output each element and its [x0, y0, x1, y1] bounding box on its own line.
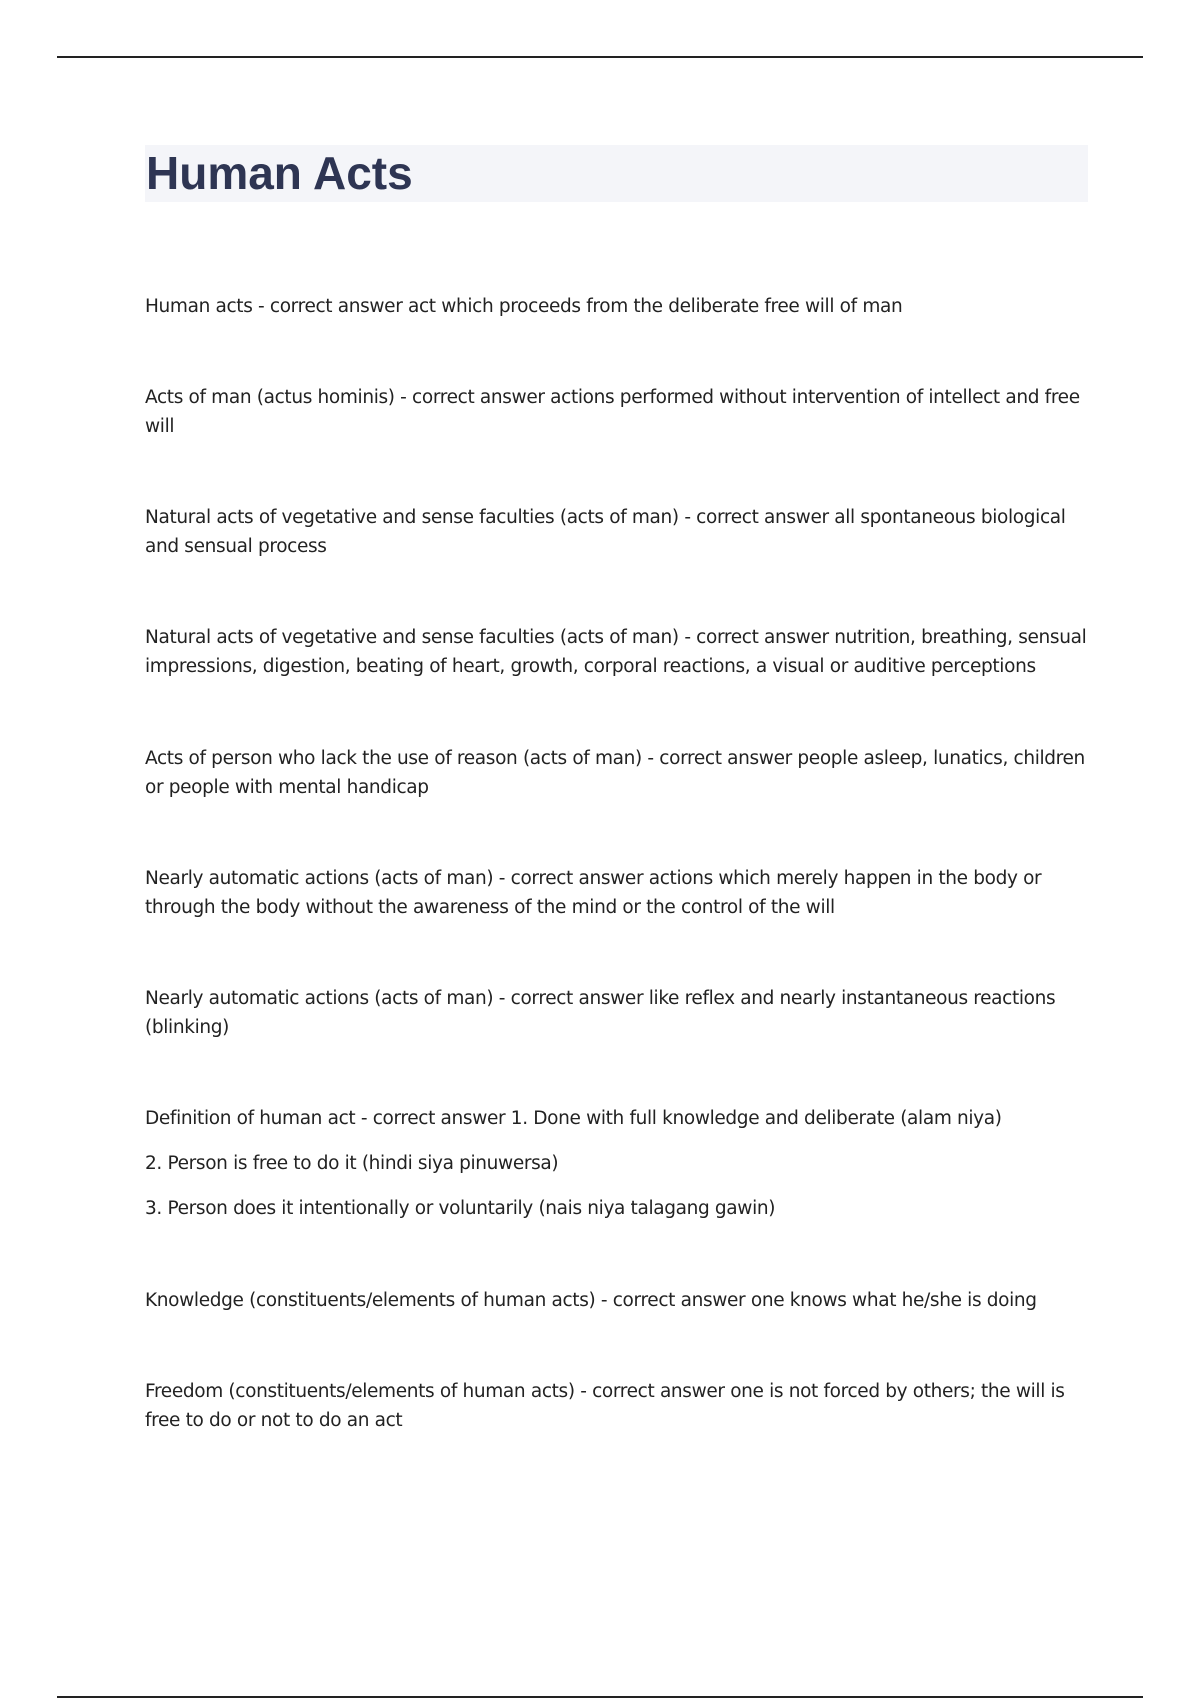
qa-entry-text: Natural acts of vegetative and sense faculties (acts of man) - correct answer nutrition, breathing, sensual impressions, digestion, beating of heart, growth, corporal reactions, a visual or auditive perceptions [145, 627, 1087, 677]
qa-entry [145, 864, 1090, 922]
qa-entry-text: Nearly automatic actions (acts of man) - correct answer like reflex and nearly instantaneous reactions (blinking) [145, 988, 1056, 1038]
qa-entry-text: Human acts - correct answer act which proceeds from the deliberate free will of man [145, 296, 903, 317]
qa-entry [145, 292, 1090, 321]
qa-entry [145, 984, 1090, 1042]
bottom-divider [57, 1696, 1143, 1698]
qa-entry-text: Freedom (constituents/elements of human acts) - correct answer one is not forced by others; the will is free to do or not to do an act [145, 1381, 1065, 1431]
page-title: Human Acts [146, 147, 413, 199]
qa-entry [145, 383, 1090, 441]
qa-entry [145, 744, 1090, 802]
qa-entry-text: Knowledge (constituents/elements of human acts) - correct answer one knows what he/she is doing [145, 1290, 1037, 1311]
top-divider [57, 56, 1143, 58]
definition-item-2: 2. Person is free to do it (hindi siya pinuwersa) [145, 1153, 559, 1174]
qa-entry-definition [145, 1104, 1090, 1223]
qa-entry [145, 623, 1090, 681]
qa-entry-text: Acts of man (actus hominis) - correct answer actions performed without intervention of intellect and free will [145, 387, 1080, 437]
qa-entry-text: Acts of person who lack the use of reason (acts of man) - correct answer people asleep, lunatics, children or people with mental handicap [145, 748, 1085, 798]
definition-item-3: 3. Person does it intentionally or voluntarily (nais niya talagang gawin) [145, 1198, 776, 1219]
qa-entry [145, 1377, 1090, 1435]
qa-entry-text: Natural acts of vegetative and sense faculties (acts of man) - correct answer all spontaneous biological and sensual process [145, 507, 1066, 557]
qa-entry [145, 1286, 1090, 1315]
qa-entry-text: Definition of human act - correct answer 1. Done with full knowledge and deliberate (alam niya) [145, 1108, 1002, 1129]
qa-entry [145, 503, 1090, 561]
qa-entry-text: Nearly automatic actions (acts of man) - correct answer actions which merely happen in the body or through the body without the awareness of the mind or the control of the will [145, 868, 1042, 918]
